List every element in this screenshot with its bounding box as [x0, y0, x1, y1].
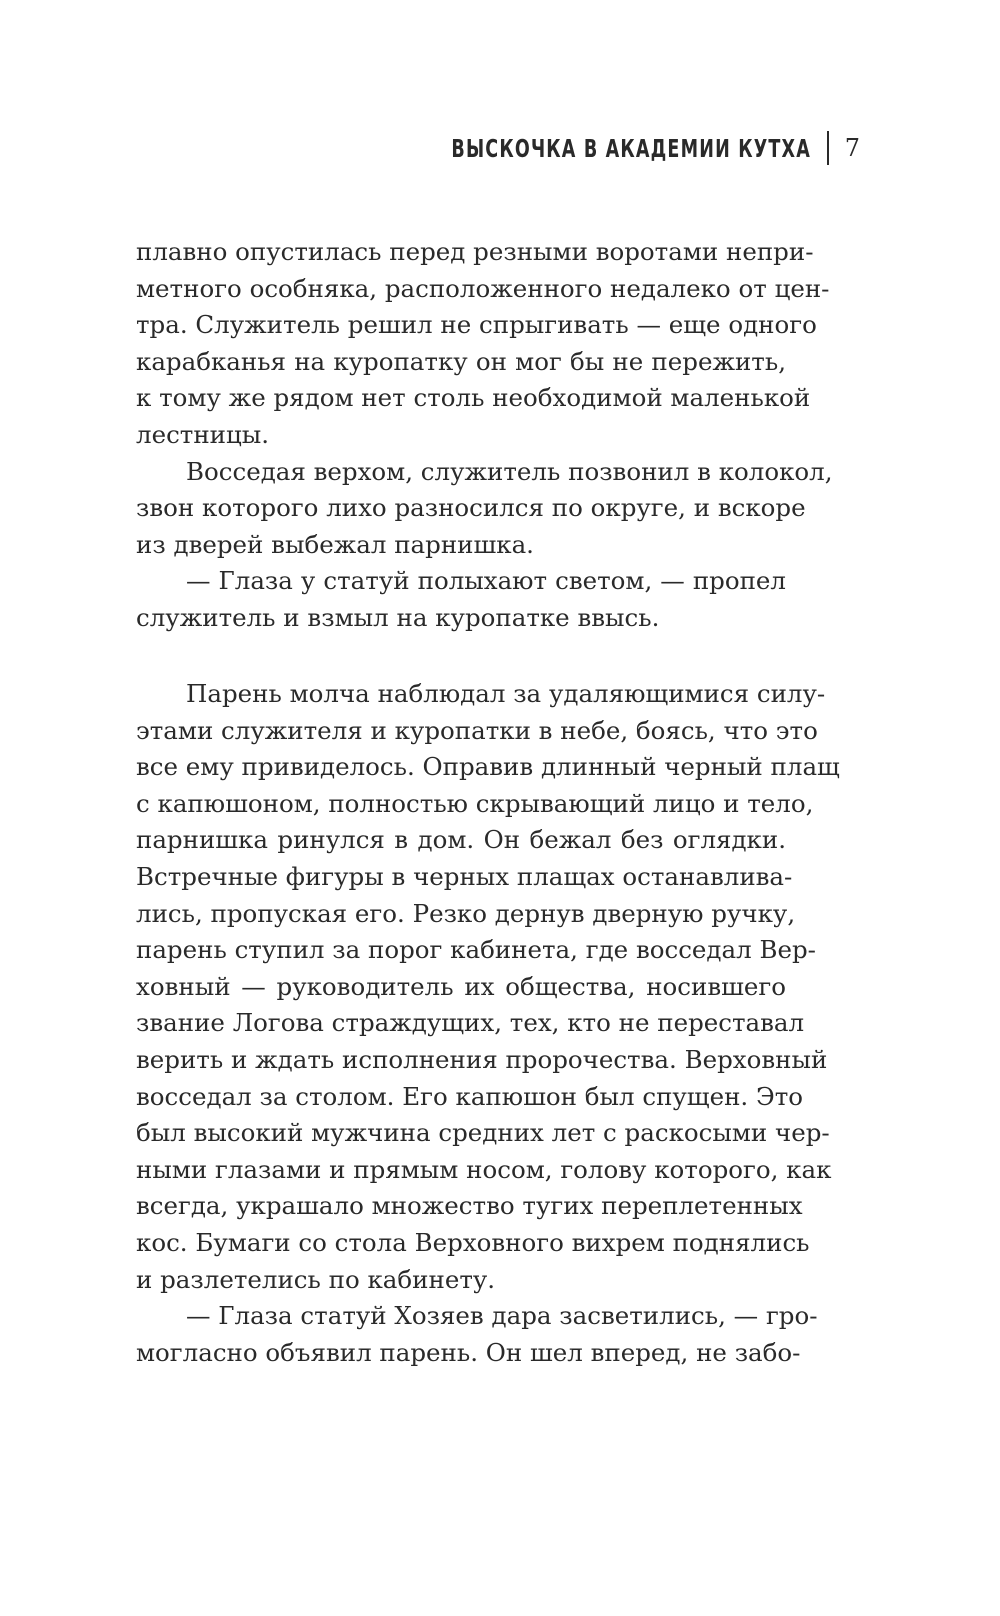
- text-line: служитель и взмыл на куропатке ввысь.: [136, 602, 660, 632]
- text-line: звон которого лихо разносился по округе, и вскоре: [136, 493, 806, 523]
- text-line: лестницы.: [136, 419, 270, 449]
- text-section-2: [136, 676, 840, 1371]
- text-line: Восседая верхом, служитель позвонил в колокол,: [186, 456, 833, 486]
- paragraph: [136, 234, 830, 454]
- text-line: парнишка ринулся в дом. Он бежал без оглядки.: [136, 825, 786, 855]
- paragraph: [136, 563, 786, 636]
- text-line: — Глаза у статуй полыхают светом, — пропел: [186, 566, 786, 596]
- running-header: [350, 128, 860, 168]
- text-line: к тому же рядом нет столь необходимой маленькой: [136, 383, 811, 413]
- text-line: карабканья на куропатку он мог бы не пережить,: [136, 346, 786, 376]
- text-line: могласно объявил парень. Он шел вперед, не забо-: [136, 1337, 801, 1367]
- text-line: верить и ждать исполнения пророчества. Верховный: [136, 1044, 828, 1074]
- text-line: все ему привиделось. Оправив длинный черный плащ: [136, 752, 840, 782]
- text-line: звание Логова страждущих, тех, кто не переставал: [136, 1008, 805, 1038]
- text-line: восседал за столом. Его капюшон был спущен. Это: [136, 1081, 804, 1111]
- text-line: и разлетелись по кабинету.: [136, 1264, 496, 1294]
- page-number: 7: [844, 134, 860, 162]
- header-divider: [827, 131, 829, 165]
- text-line: ными глазами и прямым носом, голову которого, как: [136, 1154, 832, 1184]
- text-line: всегда, украшало множество тугих переплетенных: [136, 1191, 803, 1221]
- text-line: этами служителя и куропатки в небе, боясь, что это: [136, 715, 818, 745]
- text-line: Встречные фигуры в черных плащах останавлива-: [136, 861, 793, 891]
- text-line: — Глаза статуй Хозяев дара засветились, — гро-: [186, 1301, 818, 1331]
- text-line: лись, пропуская его. Резко дернув дверную ручку,: [136, 898, 796, 928]
- text-line: из дверей выбежал парнишка.: [136, 529, 534, 559]
- text-line: плавно опустилась перед резными воротами непри-: [136, 237, 814, 266]
- paragraph: [136, 1298, 818, 1371]
- text-section-1: [136, 234, 833, 637]
- text-line: парень ступил за порог кабинета, где восседал Вер-: [136, 935, 816, 965]
- paragraph: [136, 676, 840, 1298]
- text-line: Парень молча наблюдал за удаляющимися силу-: [186, 679, 826, 708]
- text-line: кос. Бумаги со стола Верховного вихрем поднялись: [136, 1227, 810, 1257]
- text-line: метного особняка, расположенного недалеко от цен-: [136, 273, 830, 303]
- text-line: тра. Служитель решил не спрыгивать — еще одного: [136, 310, 817, 340]
- text-line: ховный — руководитель их общества, носившего: [136, 971, 786, 1001]
- running-title: ВЫСКОЧКА В АКАДЕМИИ КУТХА: [451, 133, 811, 163]
- text-line: был высокий мужчина средних лет с раскосыми чер-: [136, 1118, 830, 1148]
- text-line: с капюшоном, полностью скрывающий лицо и тело,: [136, 788, 814, 818]
- paragraph: [136, 454, 833, 564]
